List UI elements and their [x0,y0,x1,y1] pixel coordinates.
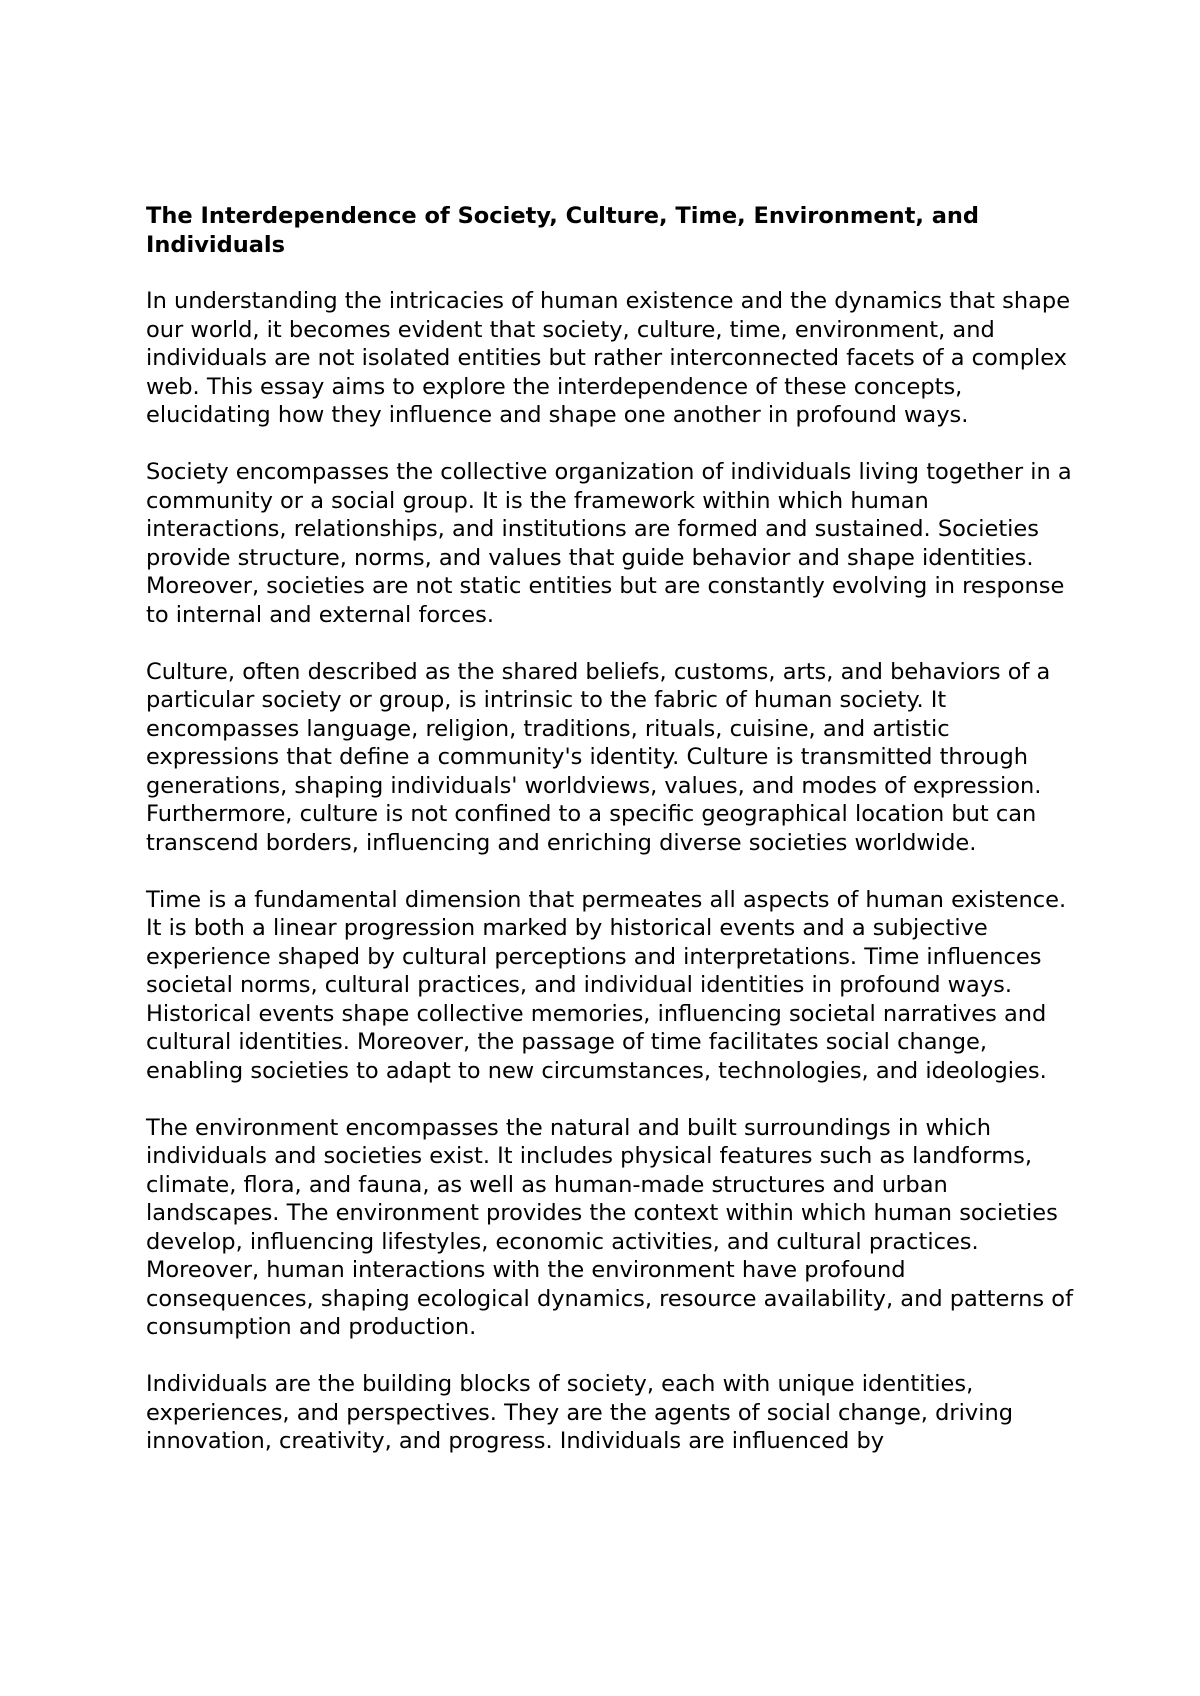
paragraph-culture: Culture, often described as the shared beliefs, customs, arts, and behaviors of a particular society or group, is intrinsic to the fabric of human society. It encompasses language, religion, traditions, rituals, cuisine, and artistic expressions that define a community's identity. Culture is transmitted through generations, shaping individuals' worldviews, values, and modes of expression. Furthermore, culture is not confined to a specific geographical location but can transcend borders, influencing and enriching diverse societies worldwide. [146,658,1051,856]
document-title: The Interdependence of Society, Culture, Time, Environment, and Individuals [146,203,980,258]
paragraph-environment: The environment encompasses the natural and built surroundings in which individuals and societies exist. It includes physical features such as landforms, climate, flora, and fauna, as well as human-made structures and urban landscapes. The environment provides the context within which human societies develop, influencing lifestyles, economic activities, and cultural practices. Moreover, human interactions with the environment have profound consequences, shaping ecological dynamics, resource availability, and patterns of consumption and production. [146,1114,1073,1340]
paragraph-society: Society encompasses the collective organization of individuals living together in a community or a social group. It is the framework within which human interactions, relationships, and institutions are formed and sustained. Societies provide structure, norms, and values that guide behavior and shape identities. Moreover, societies are not static entities but are constantly evolving in response to internal and external forces. [146,459,1072,628]
paragraph-introduction: In understanding the intricacies of human existence and the dynamics that shape our world, it becomes evident that society, culture, time, environment, and individuals are not isolated entities but rather interconnected facets of a complex web. This essay aims to explore the interdependence of these concepts, elucidating how they influence and shape one another in profound ways. [146,288,1071,428]
document-body [146,202,1076,1484]
paragraph-individuals: Individuals are the building blocks of society, each with unique identities, experiences, and perspectives. They are the agents of social change, driving innovation, creativity, and progress. Individuals are influenced by [146,1371,1014,1454]
paragraph-time: Time is a fundamental dimension that permeates all aspects of human existence. It is both a linear progression marked by historical events and a subjective experience shaped by cultural perceptions and interpretations. Time influences societal norms, cultural practices, and individual identities in profound ways. Historical events shape collective memories, influencing societal narratives and cultural identities. Moreover, the passage of time facilitates social change, enabling societies to adapt to new circumstances, technologies, and ideologies. [146,886,1067,1084]
